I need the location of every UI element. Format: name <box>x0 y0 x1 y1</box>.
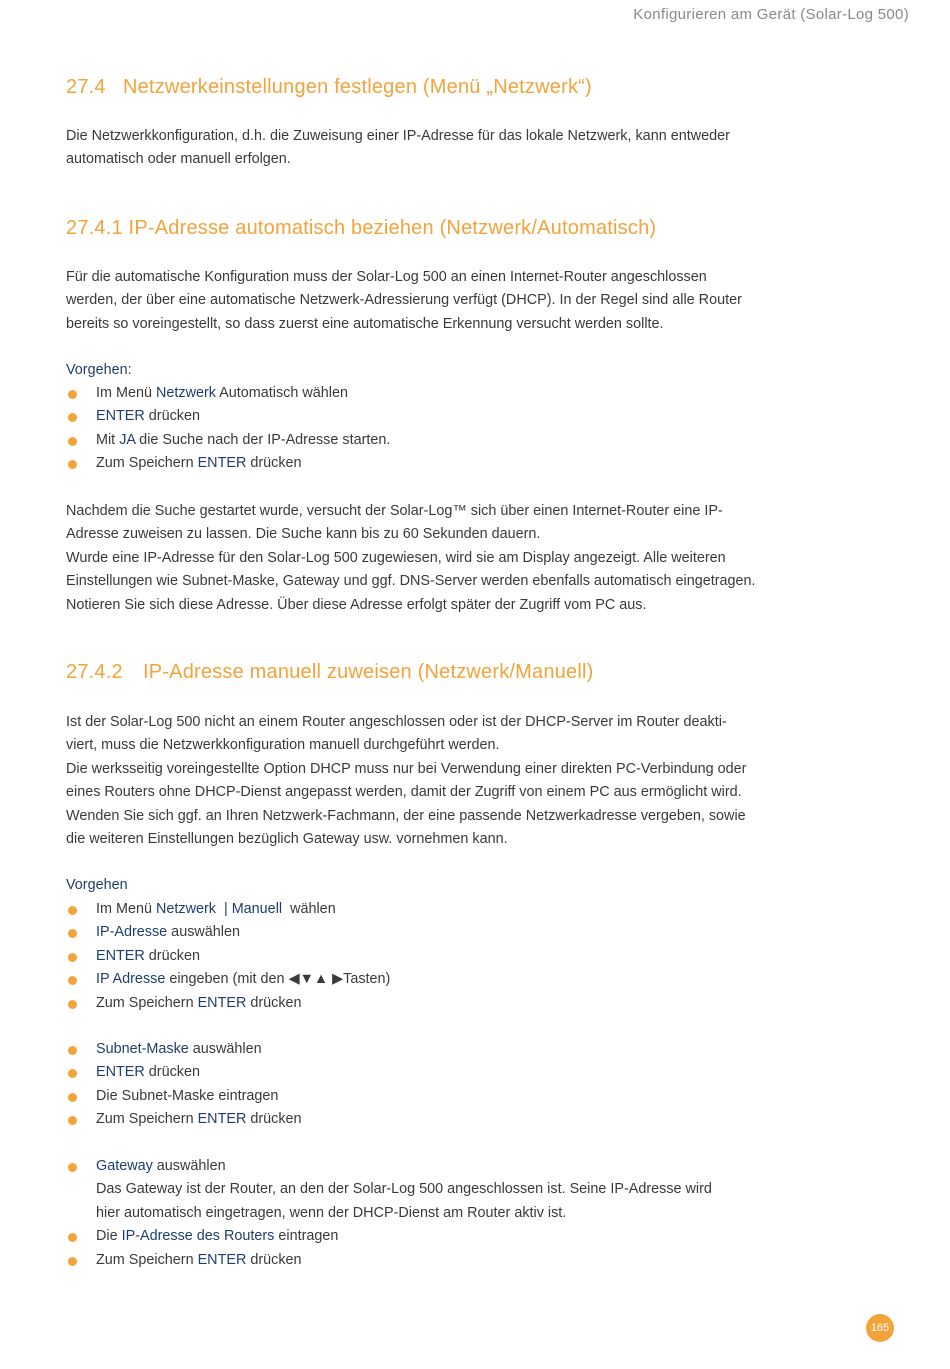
auto-steps-list <box>66 382 836 476</box>
bullet-icon <box>68 1093 77 1102</box>
paragraph-line: eines Routers ohne DHCP-Dienst angepasst werden, damit der Zugriff von einem PC aus ermöglicht wird. <box>66 784 742 801</box>
bullet-icon <box>68 1257 77 1266</box>
vorgehen-label <box>66 874 836 897</box>
intro-line: Die Netzwerkkonfiguration, d.h. die Zuweisung einer IP-Adresse für das lokale Netzwerk, kann entweder <box>66 128 730 144</box>
list-item: Subnet-Maske auswählen <box>66 1038 836 1061</box>
section-title: Netzwerkeinstellungen festlegen (Menü „Netzwerk“) <box>123 76 592 98</box>
list-item: IP Adresse eingeben (mit den ◀▼▲ ▶Tasten) <box>66 968 836 991</box>
intro-line: automatisch oder manuell erfolgen. <box>66 151 291 168</box>
bullet-icon <box>68 390 77 399</box>
section-number: 27.4 <box>66 76 106 98</box>
paragraph-line: Wurde eine IP-Adresse für den Solar-Log 500 zugewiesen, wird sie am Display angezeigt. Alle weiteren <box>66 549 726 566</box>
list-item: Mit JA die Suche nach der IP-Adresse starten. <box>66 429 836 452</box>
list-item: Zum Speichern ENTER drücken <box>66 452 836 475</box>
paragraph-line: viert, muss die Netzwerkkonfiguration manuell durchgeführt werden. <box>66 737 500 754</box>
list-item: Die IP-Adresse des Routers eintragen <box>66 1225 836 1248</box>
section-27-4-intro <box>66 125 836 172</box>
vorgehen-label <box>66 359 836 382</box>
bullet-icon <box>68 1116 77 1125</box>
section-title: IP-Adresse manuell zuweisen (Netzwerk/Manuell) <box>143 661 594 683</box>
list-item: ENTER drücken <box>66 405 836 428</box>
list-item: ENTER drücken <box>66 1061 836 1084</box>
list-item: Zum Speichern ENTER drücken <box>66 1249 836 1272</box>
bullet-icon <box>68 929 77 938</box>
vorgehen-text: Vorgehen <box>66 362 128 378</box>
bullet-icon <box>68 953 77 962</box>
page-number-badge: 165 <box>866 1314 894 1342</box>
list-item: Die Subnet-Maske eintragen <box>66 1085 836 1108</box>
running-header: Konfigurieren am Gerät (Solar-Log 500) <box>633 6 909 23</box>
section-27-4-2-paragraph <box>66 711 836 851</box>
bullet-icon <box>68 1163 77 1172</box>
list-item: Gateway auswählen <box>66 1155 836 1178</box>
bullet-icon <box>68 413 77 422</box>
paragraph-line: Ist der Solar-Log 500 nicht an einem Router angeschlossen oder ist der DHCP-Server im Router deakti- <box>66 714 727 730</box>
list-item: Zum Speichern ENTER drücken <box>66 992 836 1015</box>
vorgehen-text: Vorgehen <box>66 877 128 893</box>
section-number: 27.4.2 <box>66 661 123 683</box>
bullet-icon <box>68 437 77 446</box>
list-item: ENTER drücken <box>66 945 836 968</box>
paragraph-line: Die werksseitig voreingestellte Option DHCP muss nur bei Verwendung einer direkten PC-Verbindung oder <box>66 760 747 777</box>
section-27-4-1-result <box>66 500 836 617</box>
list-item: Im Menü Netzwerk | Manuell wählen <box>66 898 836 921</box>
section-27-4-1-heading: 27.4.1 IP-Adresse automatisch beziehen (Netzwerk/Automatisch) <box>66 217 657 239</box>
section-27-4-heading <box>66 76 592 99</box>
paragraph-line: bereits so voreingestellt, so dass zuerst eine automatische Erkennung versucht werden sollte. <box>66 315 664 332</box>
ip-steps-list <box>66 898 836 1015</box>
paragraph-line: Adresse zuweisen zu lassen. Die Suche kann bis zu 60 Sekunden dauern. <box>66 526 541 543</box>
paragraph-line: Für die automatische Konfiguration muss der Solar-Log 500 an einen Internet-Router angeschlossen <box>66 269 707 285</box>
bullet-icon <box>68 1069 77 1078</box>
paragraph-line: die weiteren Einstellungen bezüglich Gateway usw. vornehmen kann. <box>66 831 508 848</box>
subnet-steps-list <box>66 1038 836 1132</box>
paragraph-line: Einstellungen wie Subnet-Maske, Gateway und ggf. DNS-Server werden ebenfalls automatisch eingetragen. <box>66 573 756 590</box>
bullet-icon <box>68 1000 77 1009</box>
gateway-steps-list <box>66 1155 836 1272</box>
bullet-icon <box>68 460 77 469</box>
section-27-4-2-heading <box>66 661 593 684</box>
list-item: IP-Adresse auswählen <box>66 921 836 944</box>
section-27-4-1-paragraph <box>66 266 836 336</box>
bullet-icon <box>68 976 77 985</box>
gateway-note: Das Gateway ist der Router, an den der Solar-Log 500 angeschlossen ist. Seine IP-Adresse wird hier automatisch eingetragen, wenn der DHCP-Dienst am Router aktiv ist. <box>96 1181 712 1221</box>
paragraph-line: werden, der über eine automatische Netzwerk-Adressierung verfügt (DHCP). In der Regel sind alle Router <box>66 292 742 309</box>
bullet-icon <box>68 906 77 915</box>
paragraph-line: Notieren Sie sich diese Adresse. Über diese Adresse erfolgt später der Zugriff vom PC aus. <box>66 596 647 613</box>
vorgehen-colon: : <box>127 362 132 378</box>
bullet-icon <box>68 1046 77 1055</box>
list-item: Zum Speichern ENTER drücken <box>66 1108 836 1131</box>
paragraph-line: Wenden Sie sich ggf. an Ihren Netzwerk-Fachmann, der eine passende Netzwerkadresse vergeben, sowie <box>66 807 746 824</box>
paragraph-line: Nachdem die Suche gestartet wurde, versucht der Solar-Log™ sich über einen Internet-Router eine IP- <box>66 503 723 519</box>
bullet-icon <box>68 1233 77 1242</box>
list-item: Im Menü Netzwerk Automatisch wählen <box>66 382 836 405</box>
